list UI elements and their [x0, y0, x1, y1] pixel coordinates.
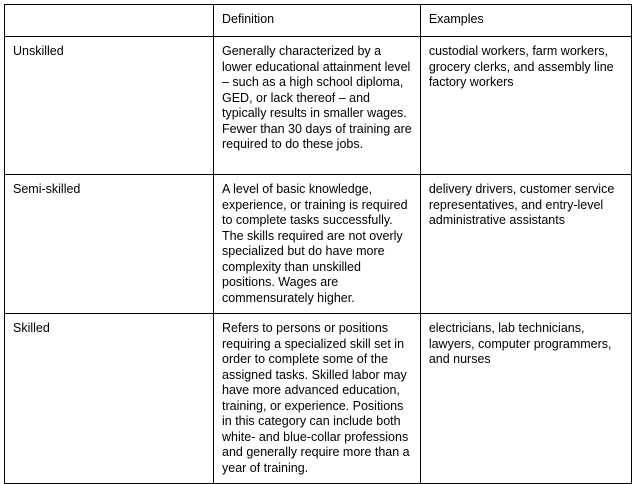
- examples-cell: delivery drivers, customer service representatives, and entry-level administrative assistants: [420, 175, 631, 314]
- table-header-row: [5, 5, 632, 37]
- header-cell-category: [5, 5, 214, 37]
- definition-cell: Generally characterized by a lower educational attainment level – such as a high school diploma, GED, or lack thereof – and typically results in smaller wages. Fewer than 30 days of training are required to do these jobs.: [214, 37, 421, 175]
- header-cell-examples: Examples: [420, 5, 631, 37]
- examples-cell: custodial workers, farm workers, grocery clerks, and assembly line factory workers: [420, 37, 631, 175]
- definition-cell: A level of basic knowledge, experience, or training is required to complete tasks successfully. The skills required are not overly specialized but do have more complexity than unskilled positions. Wages are commensurately higher.: [214, 175, 421, 314]
- table-row: [5, 314, 632, 484]
- table-row: [5, 37, 632, 175]
- category-cell: Unskilled: [5, 37, 214, 175]
- skill-level-table: [4, 4, 632, 484]
- examples-cell: electricians, lab technicians, lawyers, computer programmers, and nurses: [420, 314, 631, 484]
- category-cell: Skilled: [5, 314, 214, 484]
- table-row: [5, 175, 632, 314]
- category-cell: Semi-skilled: [5, 175, 214, 314]
- definition-cell: Refers to persons or positions requiring a specialized skill set in order to complete some of the assigned tasks. Skilled labor may have more advanced education, training, or experience. Positions in this category can include both white- and blue-collar professions and generally require more than a year of training.: [214, 314, 421, 484]
- header-cell-definition: Definition: [214, 5, 421, 37]
